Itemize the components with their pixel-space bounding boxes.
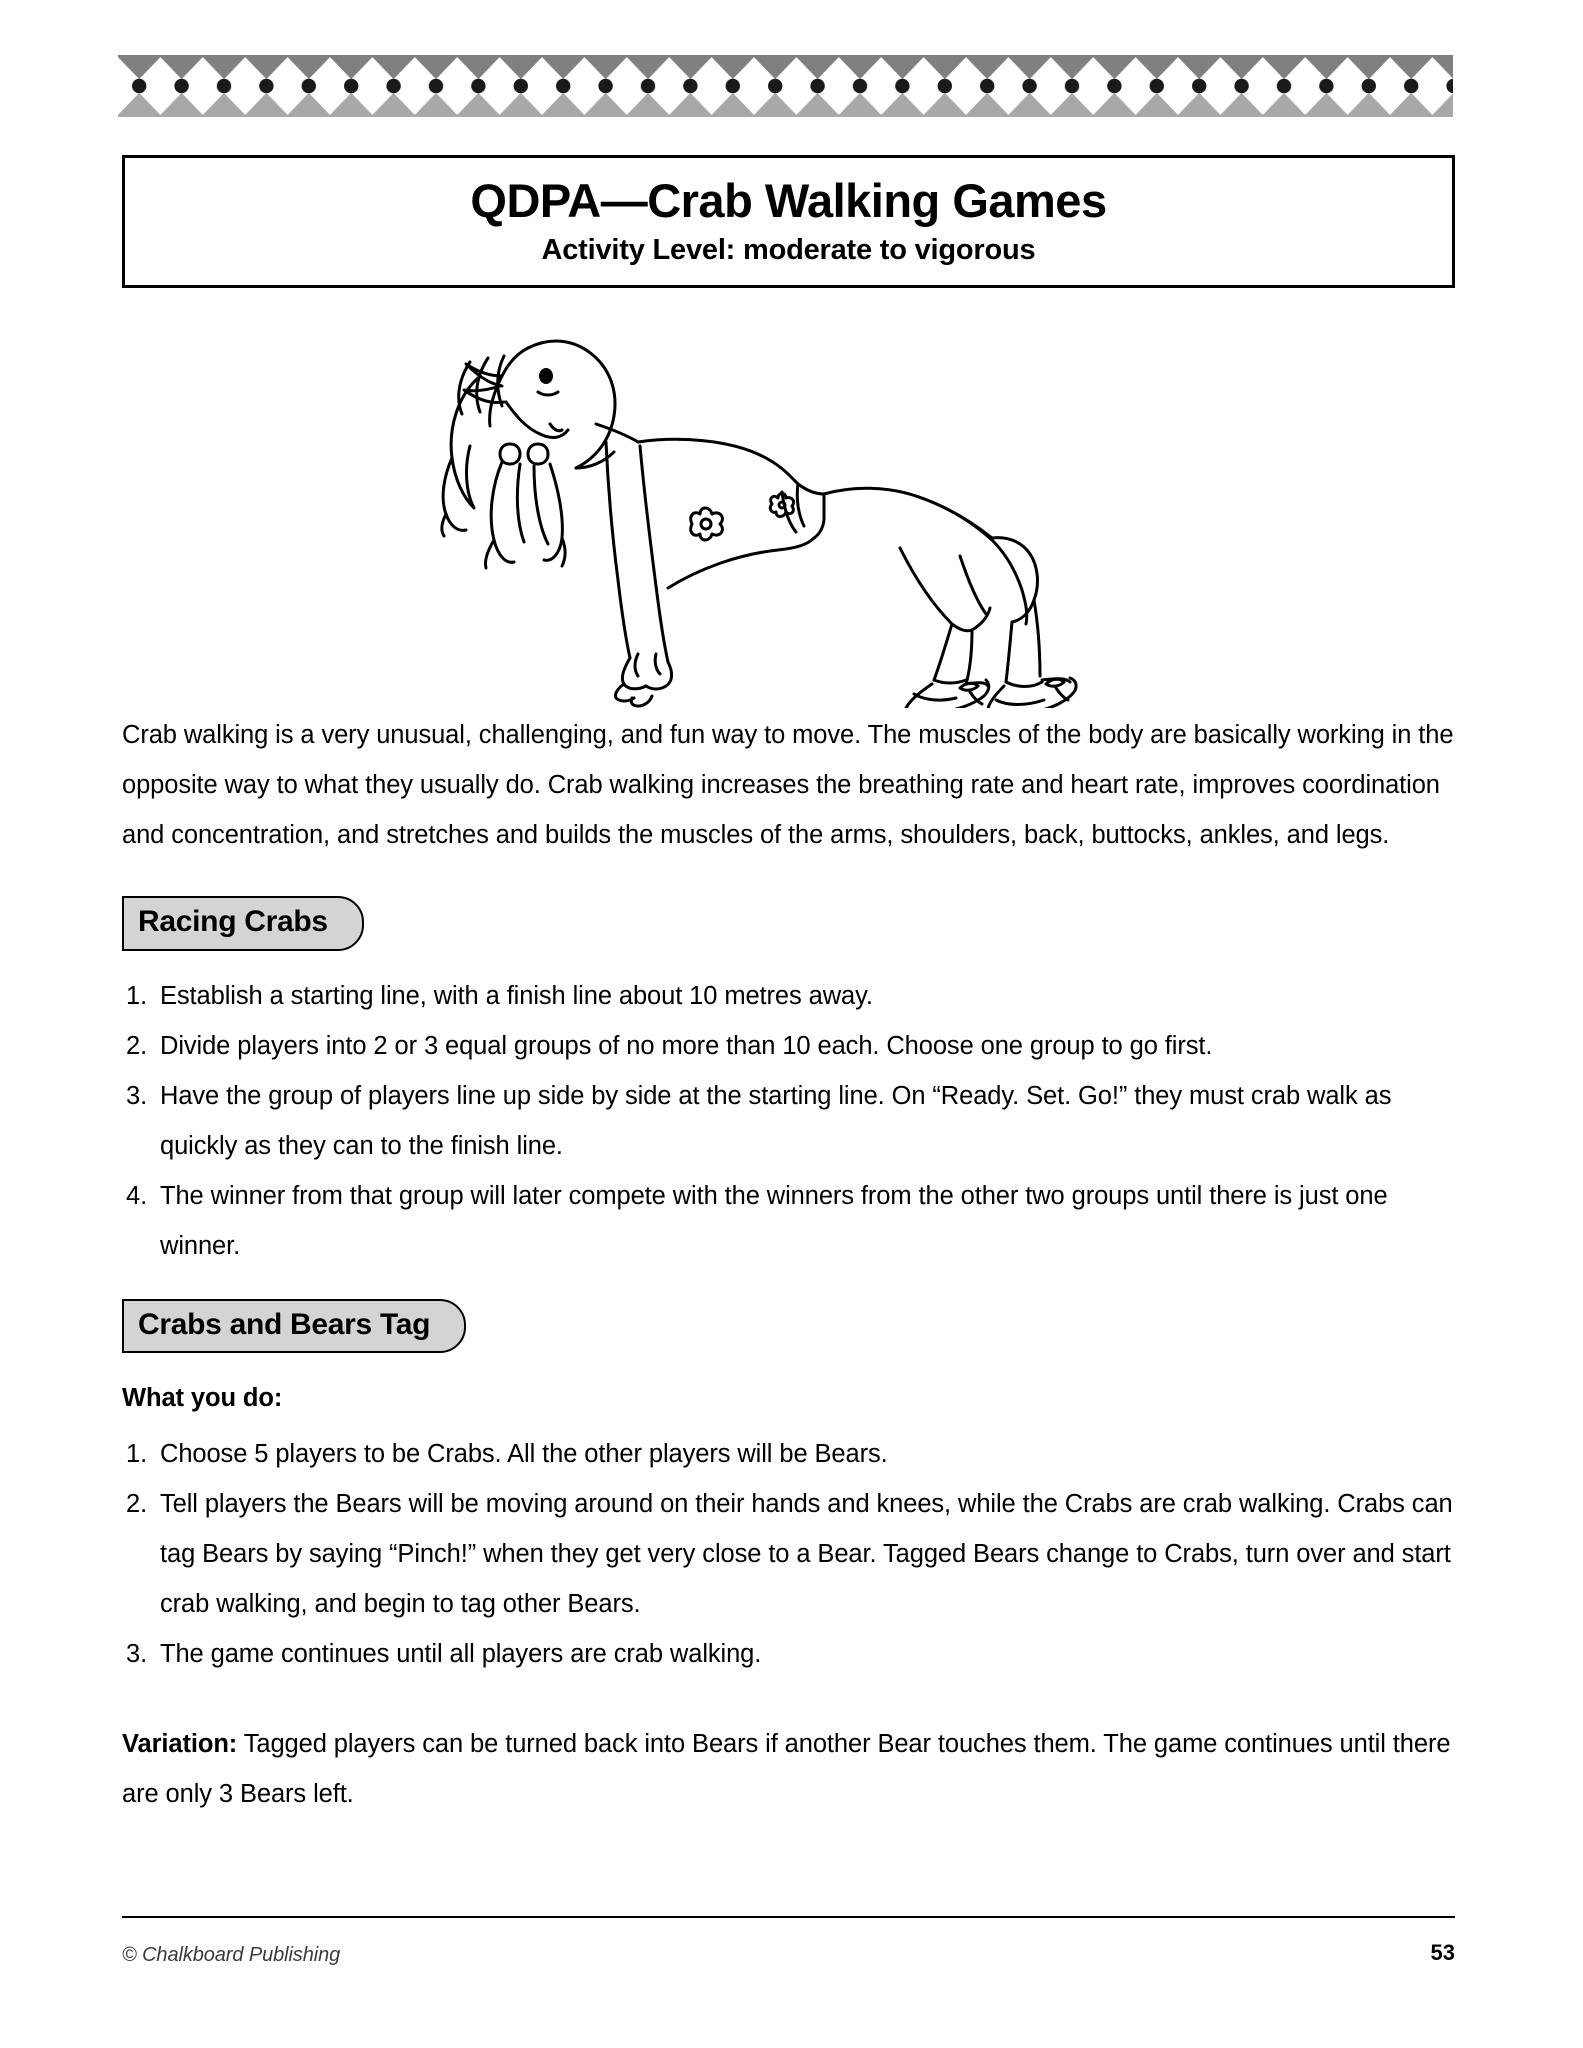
- footer-divider: [122, 1916, 1455, 1918]
- girl-crab-walking-illustration-icon: [400, 318, 1110, 708]
- page-title: QDPA—Crab Walking Games: [470, 174, 1107, 228]
- list-item: Choose 5 players to be Crabs. All the other players will be Bears.: [160, 1440, 888, 1468]
- intro-paragraph: Crab walking is a very unusual, challenging, and fun way to move. The muscles of the body are basically working in the opposite way to what they usually do. Crab walking increases the breathing rate and heart rate, improves coordination and concentration, and stretches and builds the muscles of the arms, shoulders, back, buttocks, ankles, and legs.: [122, 721, 1454, 849]
- list-item: Establish a starting line, with a finish line about 10 metres away.: [160, 981, 873, 1010]
- list-item: The game continues until all players are crab walking.: [160, 1640, 762, 1668]
- crabs-and-bears-steps-list: [122, 1429, 1455, 1679]
- activity-level-subtitle: Activity Level: moderate to vigorous: [541, 233, 1036, 266]
- list-item: Have the group of players line up side by side at the starting line. On “Ready. Set. Go!” they must crab walk as quickly as they can to the finish line.: [160, 1081, 1392, 1160]
- list-item: The winner from that group will later compete with the winners from the other two groups until there is just one winner.: [160, 1181, 1388, 1260]
- zigzag-dot-border-icon: [118, 55, 1453, 117]
- variation-label: Variation:: [122, 1730, 238, 1758]
- section-banner-racing-crabs: Racing Crabs: [122, 896, 364, 951]
- list-item: Divide players into 2 or 3 equal groups of no more than 10 each. Choose one group to go first.: [160, 1031, 1213, 1060]
- copyright-notice: © Chalkboard Publishing: [122, 1944, 341, 1966]
- racing-crabs-steps-list: [122, 971, 1455, 1271]
- variation-paragraph: [122, 1719, 1455, 1819]
- document-content: [122, 710, 1455, 1819]
- section-racing-crabs: [122, 868, 1455, 965]
- variation-text: Tagged players can be turned back into Bears if another Bear touches them. The game continues until there are only 3 Bears left.: [122, 1730, 1451, 1808]
- list-item: Tell players the Bears will be moving around on their hands and knees, while the Crabs are crab walking. Crabs can tag Bears by saying “Pinch!” when they get very close to a Bear. Tagged Bears change to Crabs, turn over and start crab walking, and begin to tag other Bears.: [160, 1490, 1453, 1618]
- page-number: 53: [1430, 1940, 1455, 1965]
- title-box: [122, 155, 1455, 288]
- section-crabs-and-bears-tag: [122, 1271, 1455, 1368]
- what-you-do-subheading: What you do:: [122, 1384, 283, 1412]
- section-banner-crabs-and-bears-tag: Crabs and Bears Tag: [122, 1299, 466, 1354]
